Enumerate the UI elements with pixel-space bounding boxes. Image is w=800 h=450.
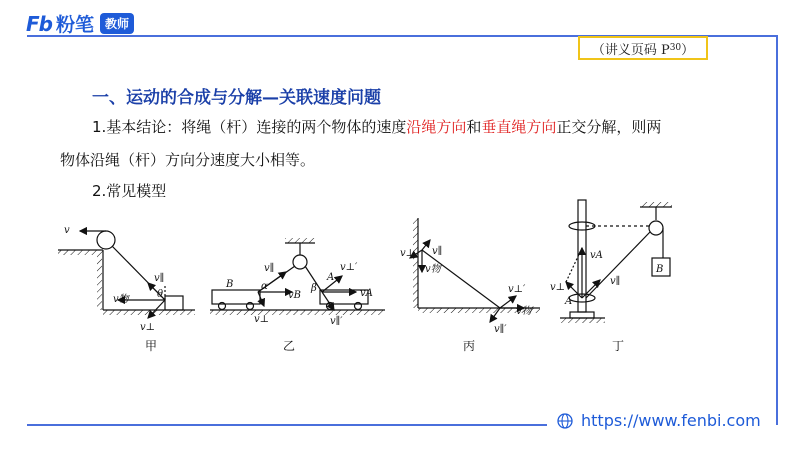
ding-label-v-perp: v⊥ xyxy=(550,282,566,293)
caption-bing: 丙 xyxy=(463,339,476,353)
diagram-ding xyxy=(560,200,672,323)
yi-label-v-par2: v∥′ xyxy=(330,316,343,327)
caption-yi: 乙 xyxy=(283,339,296,353)
yi-label-v-perp: v⊥ xyxy=(254,314,270,325)
yi-label-v-perp2: v⊥′ xyxy=(340,262,358,273)
line1-text-c: 正交分解，则两 xyxy=(556,118,662,136)
ding-label-v-A: vA xyxy=(590,250,603,261)
footer xyxy=(557,411,761,430)
page-ref-prefix: （讲义页码 P xyxy=(591,42,670,58)
jia-label-v-wu: v物 xyxy=(113,294,129,305)
jia-label-v: v xyxy=(64,225,70,236)
yi-label-v-B: vB xyxy=(288,290,301,301)
bing-label-v-wu: v物 xyxy=(425,264,441,275)
paragraph-line-2: 物体沿绳（杆）方向分速度大小相等。 xyxy=(60,151,316,169)
bing-label-v-perp: v⊥ xyxy=(400,248,416,259)
highlight-along-rope: 沿绳方向 xyxy=(406,118,467,136)
bing-label-v-par2: v∥′ xyxy=(494,324,507,335)
jia-label-v-perp: v⊥ xyxy=(140,322,156,333)
diagram-yi xyxy=(210,238,385,315)
caption-ding: 丁 xyxy=(612,339,625,353)
ding-label-v-par: v∥ xyxy=(610,276,621,287)
line1-text-a: 1.基本结论：将绳（杆）连接的两个物体的速度 xyxy=(92,118,407,136)
page-ref-suffix: ） xyxy=(681,42,695,58)
logo-mark: Fb xyxy=(26,11,52,36)
yi-label-A: A xyxy=(327,272,335,283)
paragraph-line-3: 2.常见模型 xyxy=(92,182,167,200)
jia-label-v-par: v∥ xyxy=(154,273,165,284)
jia-label-theta: θ xyxy=(157,289,164,300)
yi-label-B: B xyxy=(226,279,234,290)
ding-label-A: A xyxy=(565,296,573,307)
globe-icon xyxy=(557,413,573,429)
footer-url[interactable]: https://www.fenbi.com xyxy=(581,411,761,430)
yi-label-alpha: α xyxy=(261,281,268,292)
line1-text-b: 和 xyxy=(466,118,482,136)
caption-jia: 甲 xyxy=(145,339,158,353)
bing-label-v-par: v∥ xyxy=(432,246,443,257)
logo-badge: 教师 xyxy=(100,13,134,34)
bing-label-v-perp2: v⊥′ xyxy=(508,284,526,295)
yi-label-v-par: v∥ xyxy=(264,263,275,274)
highlight-perpendicular-rope: 垂直绳方向 xyxy=(481,118,557,136)
yi-label-beta: β xyxy=(311,283,317,294)
bing-label-v-wu2: v物′ xyxy=(516,306,534,317)
section-title: 一、运动的合成与分解—关联速度问题 xyxy=(92,88,381,108)
page-ref-number: 30 xyxy=(669,43,682,53)
logo-name: 粉笔 xyxy=(55,14,94,36)
ding-label-B: B xyxy=(656,264,664,275)
yi-label-v-A: vA xyxy=(360,288,373,299)
